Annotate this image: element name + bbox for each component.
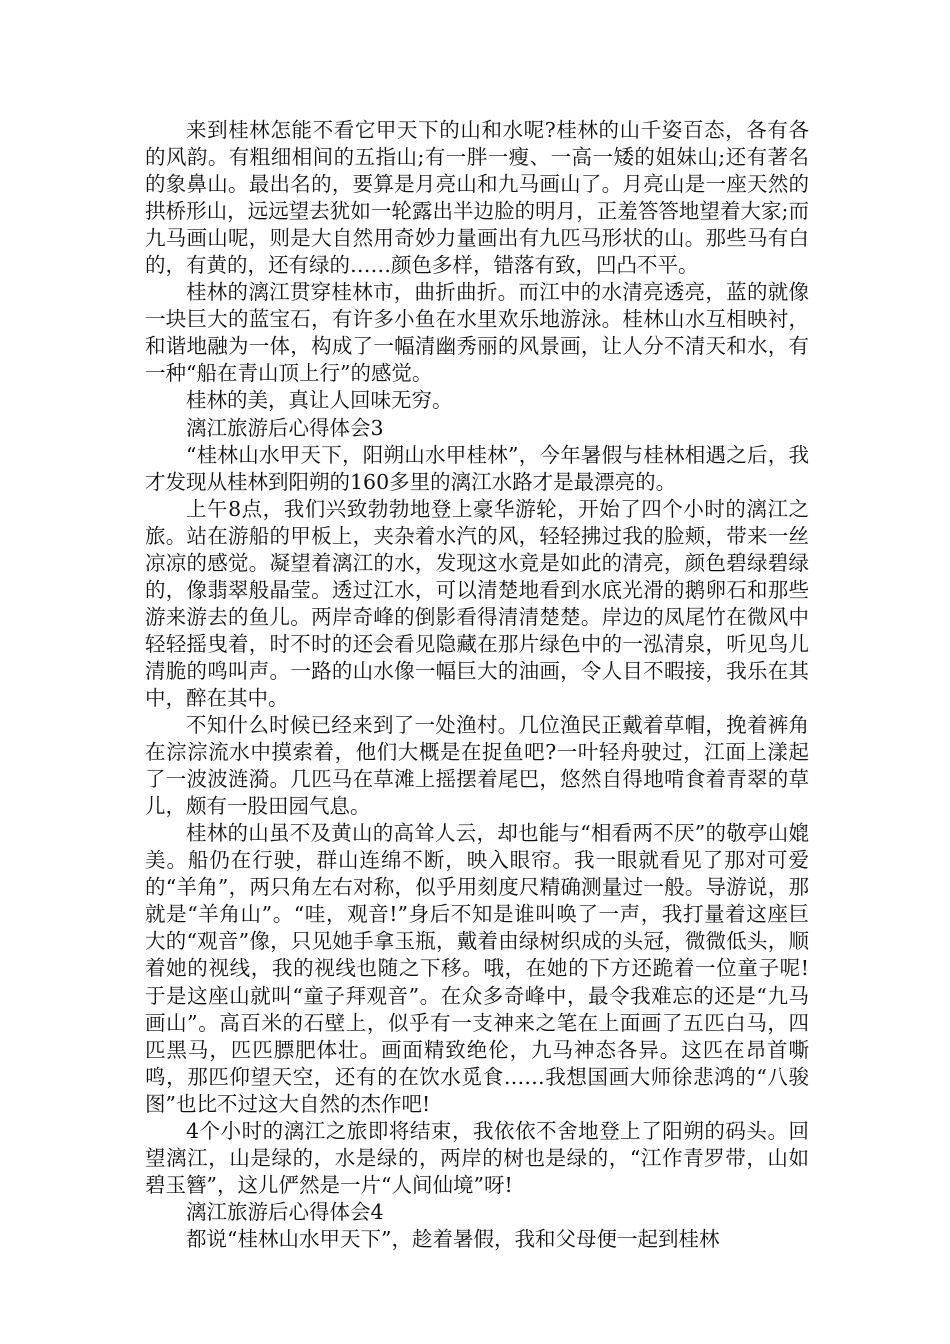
paragraph-lijiang-river: 桂林的漓江贯穿桂林市，曲折曲折。而江中的水清亮透亮，蓝的就像一块巨大的蓝宝石，有许多小鱼在水里欢乐地游泳。桂林山水互相映衬，和谐地融为一体，构成了一幅清幽秀丽的风景画，让人分不清天和水，有一种“船在青山顶上行”的感觉。 [145,280,809,386]
paragraph-section-4-start: 都说“桂林山水甲天下”，趁着暑假，我和父母便一起到桂林 [186,1226,720,1251]
paragraph-nine-horses: 桂林的山虽不及黄山的高耸人云，却也能与“相看两不厌”的敬亭山媲美。船仍在行驶，群山连绵不断，映入眼帘。我一眼就看见了那对可爱的“羊角”，两只角左右对称，似乎用刻度尺精确测量过一般。导游说，那就是“羊角山”。“哇，观音!”身后不知是谁叫唤了一声，我打量着这座巨大的“观音”像，只见她手拿玉瓶，戴着由绿树织成的头冠，微微低头，顺着她的视线，我的视线也随之下移。哦，在她的下方还跪着一位童子呢!于是这座山就叫“童子拜观音”。在众多奇峰中，最令我难忘的还是“九马画山”。高百米的石壁上，似乎有一支神来之笔在上面画了五匹白马，四匹黑马，匹匹膘肥体壮。画面精致绝伦，九马神态各异。这匹在昂首嘶鸣，那匹仰望天空，还有的在饮水觅食……我想国画大师徐悲鸿的“八骏图”也比不过这大自然的杰作吧! [145,821,809,1116]
section-heading-3: 漓江旅游后心得体会3 [186,415,384,440]
document-page [145,117,809,1253]
paragraph-fishing-village: 不知什么时候已经来到了一处渔村。几位渔民正戴着草帽，挽着裤角在淙淙流水中摸索着，他们大概是在捉鱼吧?一叶轻舟驶过，江面上漾起了一波波涟漪。几匹马在草滩上摇摆着尾巴，悠然自得地啃食着青翠的草儿，颇有一股田园气息。 [145,713,809,819]
paragraph-guilin-beauty: 桂林的美，真让人回味无穷。 [186,388,453,413]
section-heading-4: 漓江旅游后心得体会4 [186,1199,384,1224]
paragraph-cruise-morning: 上午8点，我们兴致勃勃地登上豪华游轮，开始了四个小时的漓江之旅。站在游船的甲板上，夹杂着水汽的风，轻轻拂过我的脸颊，带来一丝凉凉的感觉。凝望着漓江的水，发现这水竟是如此的清亮，颜色碧绿碧绿的，像翡翠般晶莹。透过江水，可以清楚地看到水底光滑的鹅卵石和那些游来游去的鱼儿。两岸奇峰的倒影看得清清楚楚。岸边的凤尾竹在微风中轻轻摇曳着，时不时的还会看见隐藏在那片绿色中的一泓清泉，听见鸟儿清脆的鸣叫声。一路的山水像一幅巨大的油画，令人目不暇接，我乐在其中，醉在其中。 [145,496,809,710]
paragraph-journey-end: 4个小时的漓江之旅即将结束，我依依不舍地登上了阳朔的码头。回望漓江，山是绿的，水是绿的，两岸的树也是绿的，“江作青罗带，山如碧玉簪”，这儿俨然是一片“人间仙境”呀! [145,1118,809,1197]
paragraph-guilin-mountains: 来到桂林怎能不看它甲天下的山和水呢?桂林的山千姿百态，各有各的风韵。有粗细相间的五指山;有一胖一瘦、一高一矮的姐妹山;还有著名的象鼻山。最出名的，要算是月亮山和九马画山了。月亮山是一座天然的拱桥形山，远远望去犹如一轮露出半边脸的明月，正羞答答地望着大家;而九马画山呢，则是大自然用奇妙力量画出有九匹马形状的山。那些马有白的，有黄的，还有绿的……颜色多样，错落有致，凹凸不平。 [145,118,809,278]
paragraph-yangshuo-intro: “桂林山水甲天下，阳朔山水甲桂林”，今年暑假与桂林相遇之后，我才发现从桂林到阳朔的160多里的漓江水路才是最漂亮的。 [145,442,809,494]
